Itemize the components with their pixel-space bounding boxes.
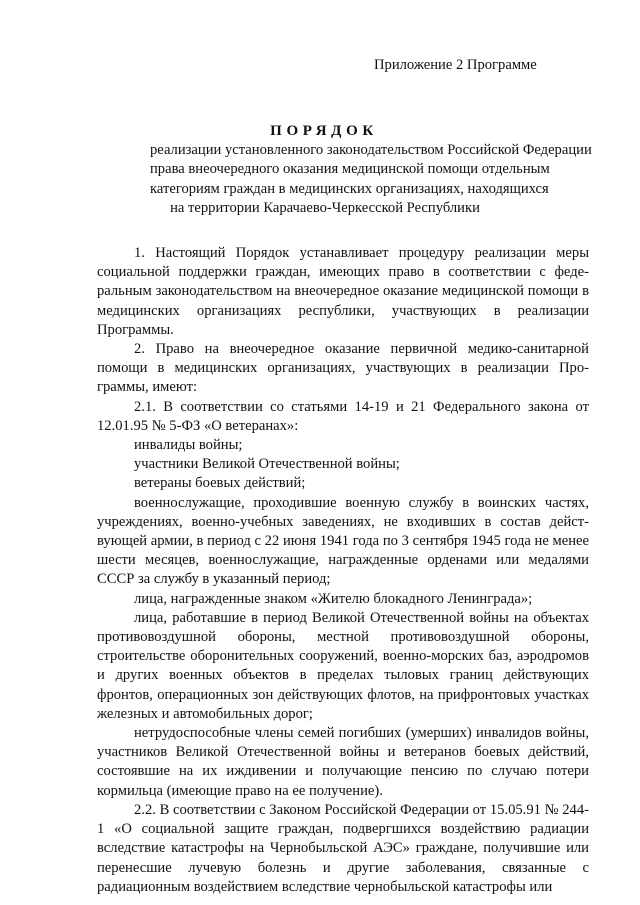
document-subtitle — [150, 141, 592, 219]
list-item: нетрудоспособные члены семей погибших (умерших) инвалидов войны, участников Великой Отечественной войны и ветеранов боевых действий, состоявшие на их иждивении и получающие пенсию по случаю потери кормильца (имеющие право на ее получение). — [97, 725, 589, 799]
appendix-label: Приложение 2 Программе — [374, 57, 537, 73]
document-body — [97, 244, 589, 897]
paragraph-1: 1. Настоящий Порядок устанавливает процедуру реализации меры социальной поддержки граждан, имеющих право в соответствии с федеральным законодательством на внеочередное оказание медицинской помощи в медицинских организациях республики, участвующих в реализации Программы. — [97, 245, 589, 338]
subtitle-line: реализации установленного законодательством Российской Федерации — [150, 142, 592, 158]
list-item: инвалиды войны; — [134, 437, 243, 454]
list-item: ветераны боевых действий; — [134, 475, 306, 492]
list-item: участники Великой Отечественной войны; — [134, 456, 400, 473]
subtitle-line: права внеочередного оказания медицинской помощи отдельным — [150, 161, 550, 178]
subtitle-line: категориям граждан в медицинских организациях, находящихся — [150, 180, 549, 197]
document-title: ПОРЯДОК — [270, 123, 378, 139]
paragraph-2-2: 2.2. В соответствии с Законом Российской Федерации от 15.05.91 № 244-1 «О социальной защите граждан, подвергшихся воздействию радиации вследствие катастрофы на Чернобыльской АЭС» граждане, получившие или перенесшие лучевую болезнь и другие заболевания, связанные с радиационным воздействием вследствие чернобыльской катастрофы или — [97, 801, 589, 895]
subtitle-line: на территории Карачаево-Черкесской Республики — [170, 200, 480, 217]
list-item: военнослужащие, проходившие военную службу в воинских частях, учреждениях, военно-учебных заведениях, не входивших в состав действующей армии, в период с 22 июня 1941 года по 3 сентября 1945 года не менее шести месяцев, военнослужащие, награжденные орденами или медалями СССР за службу в указанный период; — [97, 494, 589, 588]
list-item: лица, награжденные знаком «Жителю блокадного Ленинграда»; — [134, 590, 533, 607]
paragraph-2-1: 2.1. В соответствии со статьями 14-19 и 21 Федерального закона от 12.01.95 № 5-ФЗ «О ветеранах»: — [97, 398, 589, 434]
list-item: лица, работавшие в период Великой Отечественной войны на объектах противовоздушной обороны, местной противовоздушной обороны, строительстве оборонительных сооружений, военно-морских баз, аэродромов и других военных объектов в пределах тыловых границ действующих фронтов, операционных зон действующих флотов, на прифронтовых участках железных и автомобильных дорог; — [97, 609, 589, 722]
paragraph-2: 2. Право на внеочередное оказание первичной медико-санитарной помощи в медицинских организациях, участвующих в реализации Программы, имеют: — [97, 341, 589, 396]
